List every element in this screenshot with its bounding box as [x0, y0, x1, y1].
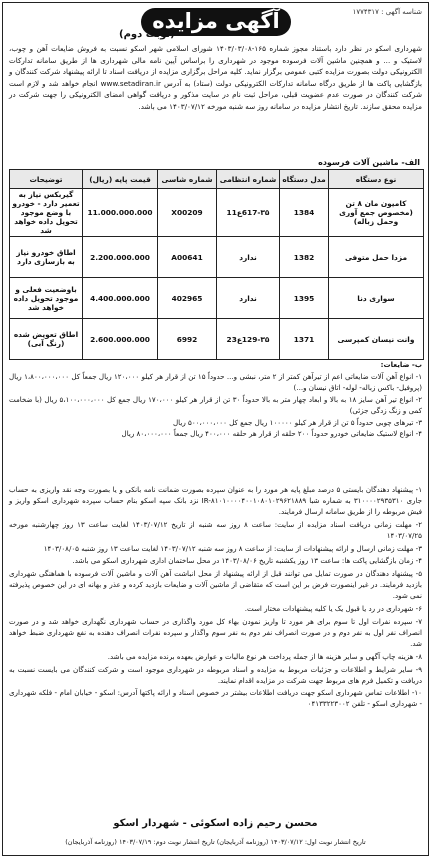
table-cell: مزدا حمل متوفی — [329, 237, 424, 278]
scrap-item: ۴- انواع لاستیک ضایعاتی خودرو حدوداً ۲۰۰ حلقه از قرار هر حلقه ۴۰۰،۰۰۰ ریال جمعاً ۸۰،۰۰۰،۰۰۰ ریال — [121, 429, 422, 439]
condition-item: ۵- پیشنهاد دهندگان در صورت تمایل می توانند قبل از ارائه پیشنهاد از محل انباشت آهن آلات و ماشین آلات فرسوده با هماهنگی شهرداری بازدید فرمایند. در غیر اینصورت فرض بر این است که متقاضی از ماشین آلات و ضایعات بازدید کرده و عذر و بهانه ای در این خصوص پذیرفته نمی شود. — [9, 569, 422, 601]
header-cell: شماره انتظامی — [217, 170, 280, 189]
table-cell: باوضعیت فعلی و موجود تحویل داده خواهد شد — [10, 278, 83, 319]
table-cell: A00641 — [158, 237, 217, 278]
ad-header — [3, 5, 428, 39]
page-title: آگهی مزایده — [152, 9, 280, 33]
table-cell: 1384 — [280, 189, 329, 237]
table-row — [10, 278, 424, 319]
table-cell: 1382 — [280, 237, 329, 278]
table-cell: کامیون مان ۸ تن (مخصوص جمع آوری وحمل زباله) — [329, 189, 424, 237]
header-cell: مدل دستگاه — [280, 170, 329, 189]
table-cell: ندارد — [217, 237, 280, 278]
condition-item: ۴- زمان بازگشایی پاکت ها: ساعت ۱۳ روز یکشنبه تاریخ ۱۴۰۳/۰۸/۰۶ در محل ساختمان اداری شهرداری اسکو می باشد. — [72, 556, 422, 566]
vehicles-table — [9, 169, 424, 360]
signature: محسن رحیم زاده اسکوئی - شهردار اسکو — [113, 818, 318, 829]
table-cell: گیربکس نیاز به تعمیر دارد - خودرو با وضع موجود تحویل داده خواهد شد — [10, 189, 83, 237]
table-cell: 4.400.000.000 — [83, 278, 158, 319]
header-cell: قیمت پایه (ریال) — [83, 170, 158, 189]
table-cell: 1371 — [280, 319, 329, 360]
condition-item: ۹- سایر شرایط و اطلاعات و جزئیات مربوط به مزایده و اسناد مربوطه در شهرداری موجود است و شرکت کنندگان می بایست نسبت به دریافت و تکمیل فرم های مربوط جهت شرکت در مزایده اقدام نمایند. — [9, 664, 422, 685]
header-cell: شماره شاسی — [158, 170, 217, 189]
ad-page — [2, 2, 429, 856]
header-cell: توضیحات — [10, 170, 83, 189]
table-row — [10, 189, 424, 237]
table-cell: ندارد — [217, 278, 280, 319]
table-cell: سواری دنا — [329, 278, 424, 319]
table-cell: اطاق تعویض شده (رنگ آبی) — [10, 319, 83, 360]
table-cell: 2.600.000.000 — [83, 319, 158, 360]
header-cell: نوع دستگاه — [329, 170, 424, 189]
table-cell: 6992 — [158, 319, 217, 360]
section-b-title: ب- ضایعات: — [380, 360, 422, 369]
condition-item: ۶- شهرداری در رد یا قبول یک یا کلیه پیشنهادات مختار است. — [244, 604, 422, 614]
table-cell: 11.000.000.000 — [83, 189, 158, 237]
table-cell: 617-۳۵ع11 — [217, 189, 280, 237]
scrap-item: ۱- انواع آهن آلات ضایعاتی اعم از تیرآهن کمتر از ۲ متر، نبشی و... حدوداً ۱۵ تن از قرار هر کیلو ۱۲۰،۰۰۰ ریال جمعاً کل ۱،۸۰۰،۰۰۰،۰۰۰ ریال (پروفیل- باکس زباله- لوله- اتاق نیسان و...) — [9, 371, 422, 392]
condition-item: ۲- مهلت زمانی دریافت اسناد مزایده از سایت: ساعت ۸ روز سه شنبه از تاریخ ۱۴۰۳/۰۷/۱۲ لغایت ساعت ۱۳ روز چهارشنبه مورخه ۱۴۰۳/۰۷/۲۵ — [9, 519, 422, 540]
table-header-row — [10, 170, 424, 189]
condition-item: ۱- پیشنهاد دهندگان بایستی ۵ درصد مبلغ پایه هر مورد را به عنوان سپرده بصورت ضمانت نامه بانکی و یا بصورت وجه نقد واریزی به حساب جاری ۳۱۰۰۰۰۲۹۳۵۳۱۰ به شماره شبا IR-۸۱۰۱۰۰۰۰۴۰۰۱۰۸۰۱۰۲۹۶۲۱۸۸۹ نزد بانک سپه اسکو بنام حساب سپرده شهرداری اسکو واریز و فیش مربوطه را از طریق سامانه ارسال فرمایند. — [9, 485, 422, 516]
table-row — [10, 319, 424, 360]
intro-paragraph: شهرداری اسکو در نظر دارد باستناد مجوز شماره ۱۶۵-۱۴۰۳/۰۳/۰۸ شورای اسلامی شهر اسکو نسبت به فروش ضایعات آهن و چوب، لاستیک و ... و همچنین ماشین آلات فرسوده موجود در شهرداری را براساس آیین نامه مالی شهرداری ها از طریق سامانه تدارکات الکترونیکی دولت بصورت مزایده کتبی عمومی برگزار نماید. کلیه مراحل برگزاری مزایده از دریافت اسناد تا ارائه پیشنهاد شرکت کنندگان و بازگشایی پاکت ها از طریق درگاه سامانه تدارکات الکترونیکی دولت (ستاد) به آدرس www.setadiran.ir انجام خواهد شد و لازم است شرکت کنندگان در صورت عدم عضویت قبلی، مراحل ثبت نام در سایت مذکور و دریافت گواهی امضای الکترونیکی را جهت شرکت در مزایده محقق سازند. تاریخ انتشار مزایده در سامانه روز سه شنبه مورخه ۱۴۰۳/۰۷/۱۲ می باشد. — [9, 44, 422, 111]
table-cell: 129-۳۵ع23 — [217, 319, 280, 360]
conditions-list — [9, 485, 422, 712]
condition-item: ۳- مهلت زمانی ارسال و ارائه پیشنهادات از سایت: از ساعت ۸ روز سه شنبه ۱۴۰۳/۰۷/۱۲ لغایت ساعت ۱۳ روز شنبه ۱۴۰۳/۰۸/۰۵ — [43, 543, 422, 553]
table-row — [10, 237, 424, 278]
table-cell: 402965 — [158, 278, 217, 319]
condition-item: ۱۰- اطلاعات تماس شهرداری اسکو جهت دریافت اطلاعات بیشتر در خصوص اسناد و ارائه پاکتها آدرس: اسکو - خیابان امام - فلکه شهرداری - شهرداری اسکو - تلفن ۰۴۱۳۳۲۲۳۰۰۲ — [9, 688, 422, 709]
section-a-title: الف- ماشین آلات فرسوده — [318, 158, 420, 167]
scrap-item: ۳- تیرهای چوبی حدوداً ۵ تن از قرار هر کیلو ۱۰۰۰۰۰ ریال جمع کل ۵۰۰،۰۰۰،۰۰۰ ریال — [173, 417, 422, 427]
round-label: (نوبت دوم) — [119, 29, 175, 40]
condition-item: ۸- هزینه چاپ آگهی و سایر هزینه ها از جمله پرداخت هر نوع مالیات و عوارض بعهده برنده مزایده می باشد. — [107, 651, 422, 661]
ad-id: شناسه آگهی : ۱۷۷۴۳۱۷ — [352, 8, 422, 16]
table-cell: X00209 — [158, 189, 217, 237]
publication-dates: تاریخ انتشار نوبت اول: ۱۴۰۳/۰۷/۱۲ (روزنامه آذربایجان) تاریخ انتشار نوبت دوم: ۱۴۰۳/۰۷/۱۹ (روزنامه آذربایجان) — [65, 838, 366, 846]
table-cell: 2.200.000.000 — [83, 237, 158, 278]
table-cell: 1395 — [280, 278, 329, 319]
table-cell: اطاق خودرو نیاز به بازسازی دارد — [10, 237, 83, 278]
table-cell: وانت نیسان کمپرسی — [329, 319, 424, 360]
condition-item: ۷- سپرده نفرات اول تا سوم برای هر مورد تا واریز نمودن بهاء کل مورد واگذاری در حساب شهرداری نگهداری خواهد شد و در صورت انصراف نفر اول به نفر دوم و در صورت انصراف نفر دوم به نفر سوم واگذار و سپرده نفرات انصراف دهنده به نفع شهرداری ضبط خواهد شد. — [9, 616, 422, 648]
scrap-section — [9, 360, 422, 441]
scrap-item: ۲- انواع تیر آهن سایز ۱۸ به بالا و ابعاد چهار متر به بالا حدوداً ۳۰ تن از قرار هر کیلو ۱۷۰،۰۰۰ ریال جمع کل ۵،۱۰۰،۰۰۰،۰۰۰ ریال (با ضخامت کمی و زنگ زدگی جزئی) — [9, 394, 423, 415]
